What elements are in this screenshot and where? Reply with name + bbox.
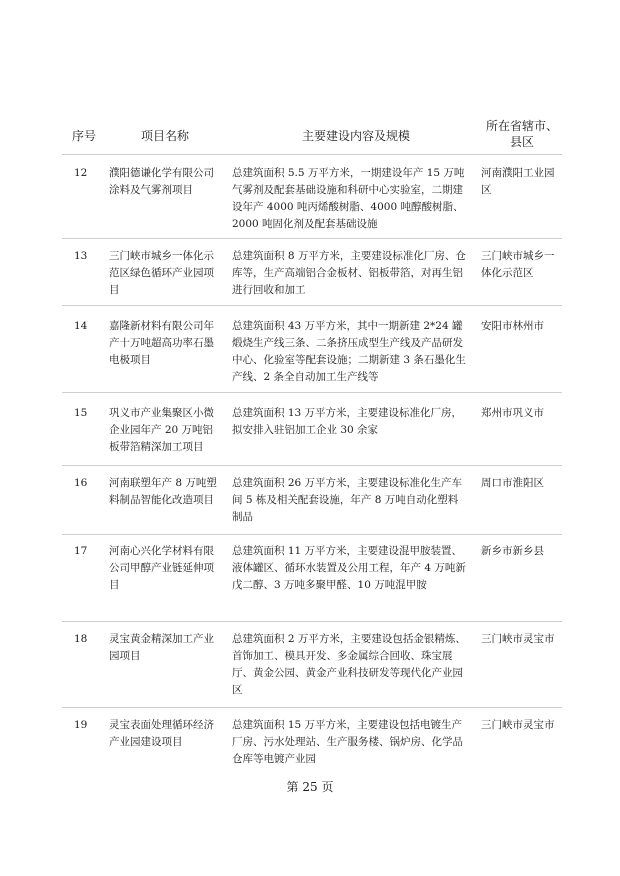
project-content: 总建筑面积 5.5 万平方米，一期建设年产 15 万吨气雾剂及配套基础设施和科研中心实验室，二期建设年产 4000 吨丙烯酸树脂、4000 吨醇酸树脂、2000 吨固化剂及配套基础设施 (232, 167, 465, 230)
row-divider (62, 305, 562, 306)
project-region: 周口市淮阳区 (481, 477, 544, 489)
project-content: 总建筑面积 26 万平方米，主要建设标准化生产车间 5 栋及相关配套设施，年产 8 万吨自动化塑料制品 (232, 477, 463, 523)
page-number: 第 25 页 (286, 780, 334, 794)
project-content: 总建筑面积 13 万平方米，主要建设标准化厂房，拟安排入驻铝加工企业 30 余家 (232, 407, 463, 436)
project-region: 郑州市巩义市 (481, 407, 544, 419)
header-project-name: 项目名称 (141, 129, 190, 143)
project-content: 总建筑面积 11 万平方米，主要建设混甲胺装置、液体罐区、循环水装置及公用工程，年产 4 万吨新戊二醇、3 万吨多聚甲醛、10 万吨混甲胺 (232, 545, 466, 591)
project-region: 三门峡市灵宝市 (481, 719, 555, 731)
project-name: 灵宝表面处理循环经济产业园建设项目 (109, 719, 214, 748)
project-content: 总建筑面积 8 万平方米，主要建设标准化厂房、仓库等，生产高端铝合金板材、铝板带箔，对再生铝进行回收和加工 (232, 250, 466, 296)
project-name: 濮阳德谦化学有限公司涂料及气雾剂项目 (109, 167, 214, 196)
project-name: 灵宝黄金精深加工产业园项目 (109, 633, 214, 662)
row-number: 15 (74, 407, 88, 419)
row-number: 13 (74, 250, 88, 262)
row-divider (62, 534, 562, 535)
project-region: 三门峡市灵宝市 (481, 633, 555, 645)
row-number: 17 (74, 545, 88, 557)
project-name: 河南心兴化学材料有限公司甲醇产业链延伸项目 (109, 545, 214, 591)
project-content: 总建筑面积 43 万平方米，其中一期新建 2*24 罐煅烧生产线三条、二条挤压成型生产线及产品研发中心、化验室等配套设施；二期新建 3 条石墨化生产线、2 条全自动加工生产线等 (232, 320, 466, 383)
project-name: 巩义市产业集聚区小微企业园年产 20 万吨铝板带箔精深加工项目 (109, 407, 214, 453)
project-content: 总建筑面积 15 万平方米，主要建设包括电镀生产厂房、污水处理站、生产服务楼、锅炉房、化学品仓库等电镀产业园 (232, 719, 463, 765)
project-region: 三门峡市城乡一体化示范区 (481, 250, 555, 279)
header-divider (62, 154, 562, 155)
row-number: 19 (74, 719, 88, 731)
project-region: 新乡市新乡县 (481, 545, 544, 557)
row-number: 14 (74, 320, 88, 332)
project-content: 总建筑面积 2 万平方米，主要建设包括金银精炼、首饰加工、模具开发、多金属综合回收、珠宝展厅、黄金公园、黄金产业科技研发等现代化产业园区 (232, 633, 466, 696)
project-name: 河南联塑年产 8 万吨塑料制品智能化改造项目 (109, 477, 217, 506)
row-divider (62, 707, 562, 708)
row-divider (62, 621, 562, 622)
project-region: 河南濮阳工业园区 (481, 167, 555, 196)
project-name: 嘉隆新材料有限公司年产十万吨超高功率石墨电极项目 (109, 320, 214, 366)
row-number: 12 (74, 167, 88, 179)
project-region: 安阳市林州市 (481, 320, 544, 332)
header-region: 所在省辖市、县区 (485, 119, 558, 149)
row-number: 18 (74, 633, 88, 645)
header-content: 主要建设内容及规模 (302, 129, 411, 143)
project-name: 三门峡市城乡一体化示范区绿色循环产业园项目 (109, 250, 214, 296)
row-divider (62, 465, 562, 466)
row-divider (62, 238, 562, 239)
row-number: 16 (74, 477, 88, 489)
row-divider (62, 392, 562, 393)
header-no: 序号 (72, 129, 97, 143)
